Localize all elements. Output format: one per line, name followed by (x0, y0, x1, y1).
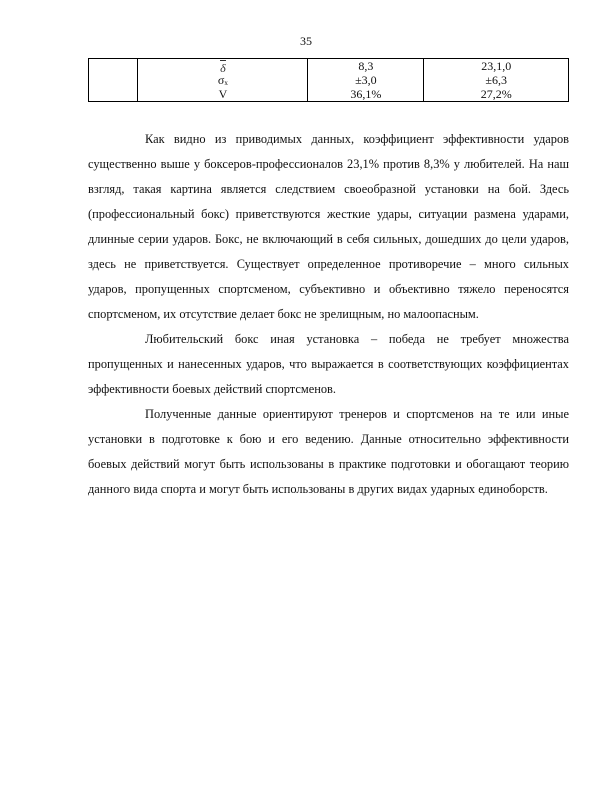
paragraph: Любительский бокс иная установка – победа не требует множества пропущенных и нанесенных ударов, что выражается в соответствующих коэффициентах эффективности боевых действий спортсменов. (88, 332, 569, 396)
delta-bar-symbol: δ (220, 61, 226, 75)
paragraph: Как видно из приводимых данных, коэффициент эффективности ударов существенно выше у боксеров-профессионалов 23,1% против 8,3% у любителей. На наш взгляд, такая картина является следствием своеобразной установки на бой. Здесь (профессиональный бокс) приветствуются жесткие удары, ситуации размена ударами, длинные серии ударов. Бокс, не включающий в себя сильных, дошедших до цели ударов, здесь не приветствуется. Существует определенное противоречие – много сильных ударов, пропущенных спортсменом, субъективно и объективно тяжело переносятся спортсменом, их отсутствие делает бокс не зрелищным, но малоопасным. (88, 132, 569, 321)
body-text (88, 127, 569, 502)
page-number: 35 (300, 34, 312, 48)
paragraph: Полученные данные ориентируют тренеров и спортсменов на те или иные установки в подготовке к бою и его ведению. Данные относительно эффективности боевых действий могут быть использованы в практике подготовки и обогащают теорию данного вида спорта и могут быть использованы в других видах ударных единоборств. (88, 407, 569, 496)
statistics-table (88, 58, 569, 102)
table-cell-labels (138, 59, 308, 102)
table-cell-professional-values (424, 59, 569, 102)
table-value: 36,1% (350, 87, 382, 101)
table-row (89, 59, 569, 102)
table-value: 8,3 (358, 59, 374, 73)
table-cell-empty (89, 59, 138, 102)
table-cell-amateur-values (308, 59, 424, 102)
table-value: 23,1,0 (481, 59, 512, 73)
table-value: ±6,3 (485, 73, 507, 87)
sigma-x-symbol: σₓ (217, 73, 228, 87)
v-symbol: V (218, 87, 228, 101)
table-value: ±3,0 (355, 73, 377, 87)
table-value: 27,2% (480, 87, 512, 101)
